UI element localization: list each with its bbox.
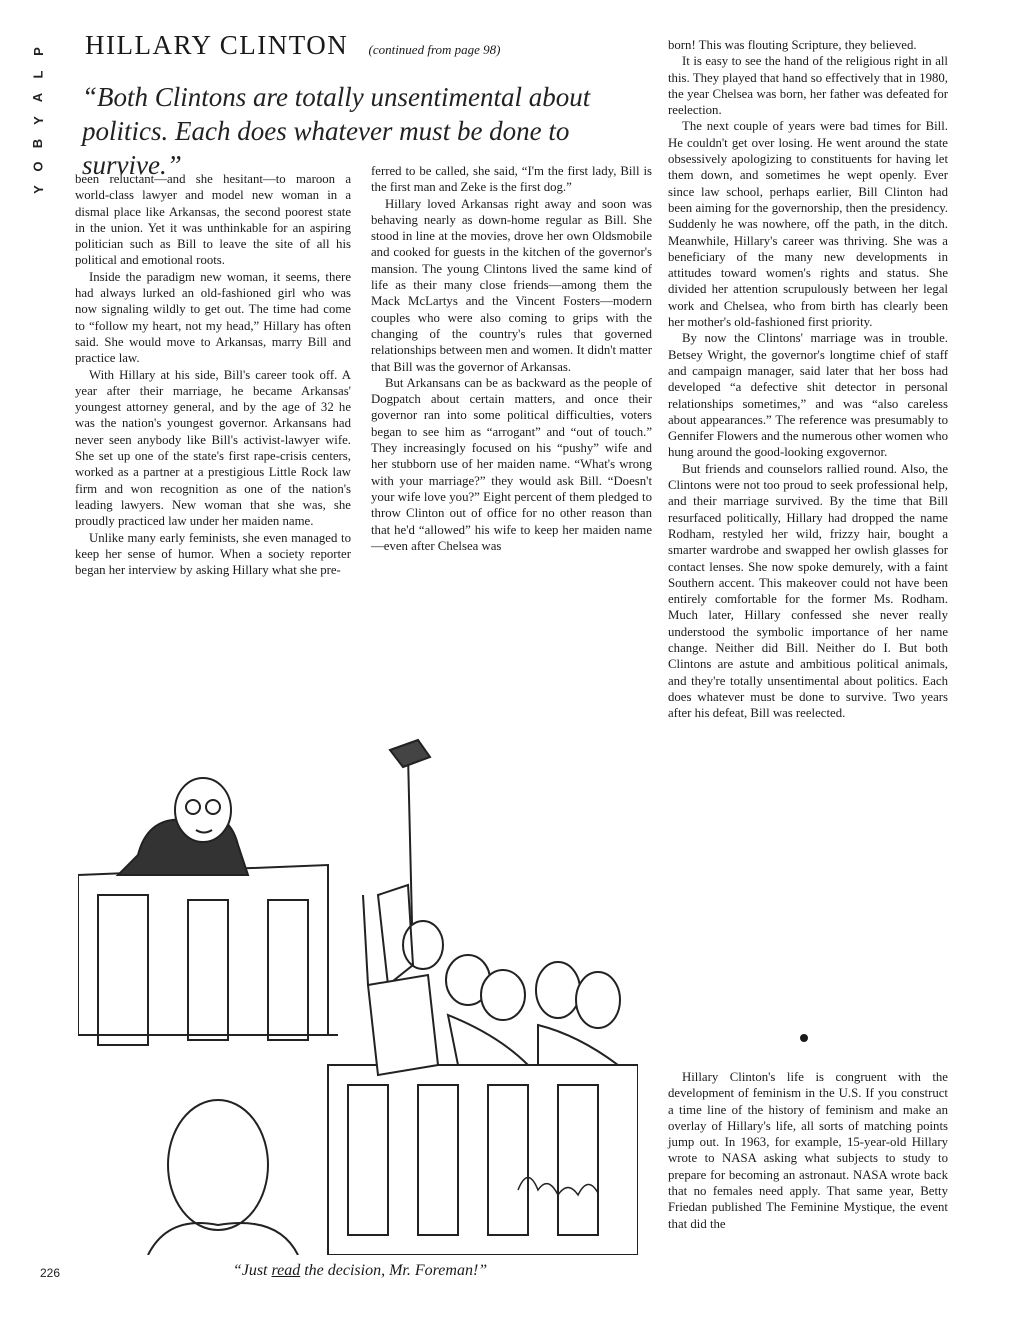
article-paragraph: been reluctant—and she hesitant—to maroon a world-class lawyer and model new woman in a dismal place like Arkansas, the second poorest state in the union. Yet it was unthinkable for an aspiring politician such as Bill to leave the site of all his political and emotional roots. bbox=[75, 172, 351, 268]
caption-pre: “Just bbox=[232, 1262, 272, 1279]
page-number: 226 bbox=[40, 1266, 61, 1280]
article-paragraph: Unlike many early feminists, she even managed to keep her sense of humor. When a society reporter began her interview by asking Hillary what she pre- bbox=[75, 530, 351, 578]
article-paragraph: With Hillary at his side, Bill's career took off. A year after their marriage, he became Arkansas' youngest attorney general, and by the age of 32 he was the nation's youngest governor. Arkansans had never seen anybody like Bill's activist-lawyer wife. She set up one of the state's first rape-crisis centers, worked as a partner at a prestigious Little Rock law firm and won recognition as one of the nation's leading lawyers. New woman that she was, she proudly practiced law under her maiden name. bbox=[75, 367, 351, 529]
article-paragraph: Hillary loved Arkansas right away and soon was behaving nearly as down-home regular as Bill. She stood in line at the movies, drove her own Oldsmobile and cooked for guests in the kitchen of the governor's mansion. The young Clintons lived the same kind of life as their many close friends—among them the Mack McLartys and the Vincent Fosters—modern couples who were also coming to grips with the changing of the country's rules that governed relationships between men and women. It didn't matter that Bill was the governor of Arkansas. bbox=[371, 196, 652, 374]
caption-post: the decision, Mr. Foreman!” bbox=[300, 1262, 488, 1279]
cartoon-caption bbox=[180, 1262, 540, 1280]
article-paragraph: But Arkansans can be as backward as the people of Dogpatch about certain matters, and once their governor ran into some political difficulties, voters began to see him as “arrogant” and “out of touch.” They increasingly focused on his “pushy” wife and her stubborn use of her maiden name. “What's wrong with your marriage?” they would ask Bill. “Doesn't your wife love you?” Eight percent of them pledged to throw Clinton out of office for no other reason than that he'd “allowed” his wife to keep her maiden name—even after Chelsea was bbox=[371, 375, 652, 553]
article-paragraph: Hillary Clinton's life is congruent with the development of feminism in the U.S. If you construct a time line of the history of feminism and make an overlay of Hillary's life, all sorts of matching points jump out. In 1963, for example, 15-year-old Hillary wrote to NASA asking what subjects to study to prepare for becoming an astronaut. NASA wrote back that no females need apply. That same year, Betty Friedan published The Feminine Mystique, the event that did the bbox=[668, 1070, 948, 1231]
sidebar-letter: B bbox=[30, 138, 46, 149]
caption-underlined-word: read bbox=[271, 1262, 301, 1279]
article-paragraph: But friends and counselors rallied round. Also, the Clintons were not too proud to seek professional help, and their marriage survived. By the time that Bill resurfaced politically, Hillary had dropped the name Rodham, restyled her wild, frizzy hair, bought a smarter wardrobe and swapped her owlish glasses for contact lenses. She now spoke demurely, with a faint Southern accent. This makeover could not have been entirely comfortable for the former Ms. Rodham. Much later, Hillary confessed she never really understood the symbolic importance of her name change. Neither did Bill. Neither do I. But both Clintons are astute and ambitious political animals, and they're totally unsentimental about politics. Each does whatever must be done to survive. Two years after his defeat, Bill was reelected. bbox=[668, 461, 948, 721]
article-column-1 bbox=[75, 171, 351, 578]
article-column-2 bbox=[371, 163, 652, 554]
article-title-text: HILLARY CLINTON bbox=[85, 30, 349, 60]
article-column-3 bbox=[668, 37, 948, 721]
article-paragraph: It is easy to see the hand of the religious right in all this. They played that hand so effectively that in 1980, the year Chelsea was born, her father was defeated for reelection. bbox=[668, 54, 948, 118]
courtroom-cartoon bbox=[78, 735, 638, 1255]
article-paragraph: born! This was flouting Scripture, they believed. bbox=[668, 38, 917, 52]
sidebar-letter: Y bbox=[30, 116, 46, 125]
magazine-sidebar-logo bbox=[30, 40, 46, 201]
pull-quote: “Both Clintons are totally unsentimental about politics. Each does whatever must be done to survive.” bbox=[82, 82, 591, 180]
continued-note: (continued from page 98) bbox=[368, 42, 501, 57]
article-paragraph: By now the Clintons' marriage was in trouble. Betsey Wright, the governor's longtime chief of staff and campaign manager, said later that her boss had developed “a defective shit detector in personal relationships sometimes,” and was “also careless about appearances.” The reference was presumably to Gennifer Flowers and the numerous other women who hung around the good-looking exgovernor. bbox=[668, 331, 948, 460]
sidebar-letter: Y bbox=[30, 185, 46, 194]
article-title bbox=[85, 30, 501, 61]
article-paragraph: ferred to be called, she said, “I'm the first lady, Bill is the first man and Zeke is the first dog.” bbox=[371, 164, 652, 195]
sidebar-letter: P bbox=[30, 47, 46, 56]
article-paragraph: Inside the paradigm new woman, it seems, there had always lurked an old-fashioned girl who was now signaling wildly to get out. The time had come to “follow my heart, not my head,” Hillary has often said. She would move to Arkansas, marry Bill and practice law. bbox=[75, 269, 351, 366]
sidebar-letter: O bbox=[30, 161, 46, 172]
sidebar-letter: A bbox=[30, 92, 46, 103]
section-break-dot bbox=[800, 1034, 808, 1042]
article-column-3-continued bbox=[668, 1069, 948, 1232]
article-paragraph: The next couple of years were bad times for Bill. He couldn't get over losing. He went around the state obsessively apologizing to constituents for having let them down, and sometimes he wept openly. Ever since law school, perhaps earlier, Bill Clinton had been aiming for the governorship, then the presidency. Suddenly he was nowhere, off the path, in the ditch. Meanwhile, Hillary's career was thriving. She was a beneficiary of the many new developments in attitudes toward women's rights and status. She divided her attention scrupulously between her legal work and Chelsea, who from birth has clearly been her mother's old-fashioned first priority. bbox=[668, 119, 948, 330]
sidebar-letter: L bbox=[30, 70, 46, 79]
